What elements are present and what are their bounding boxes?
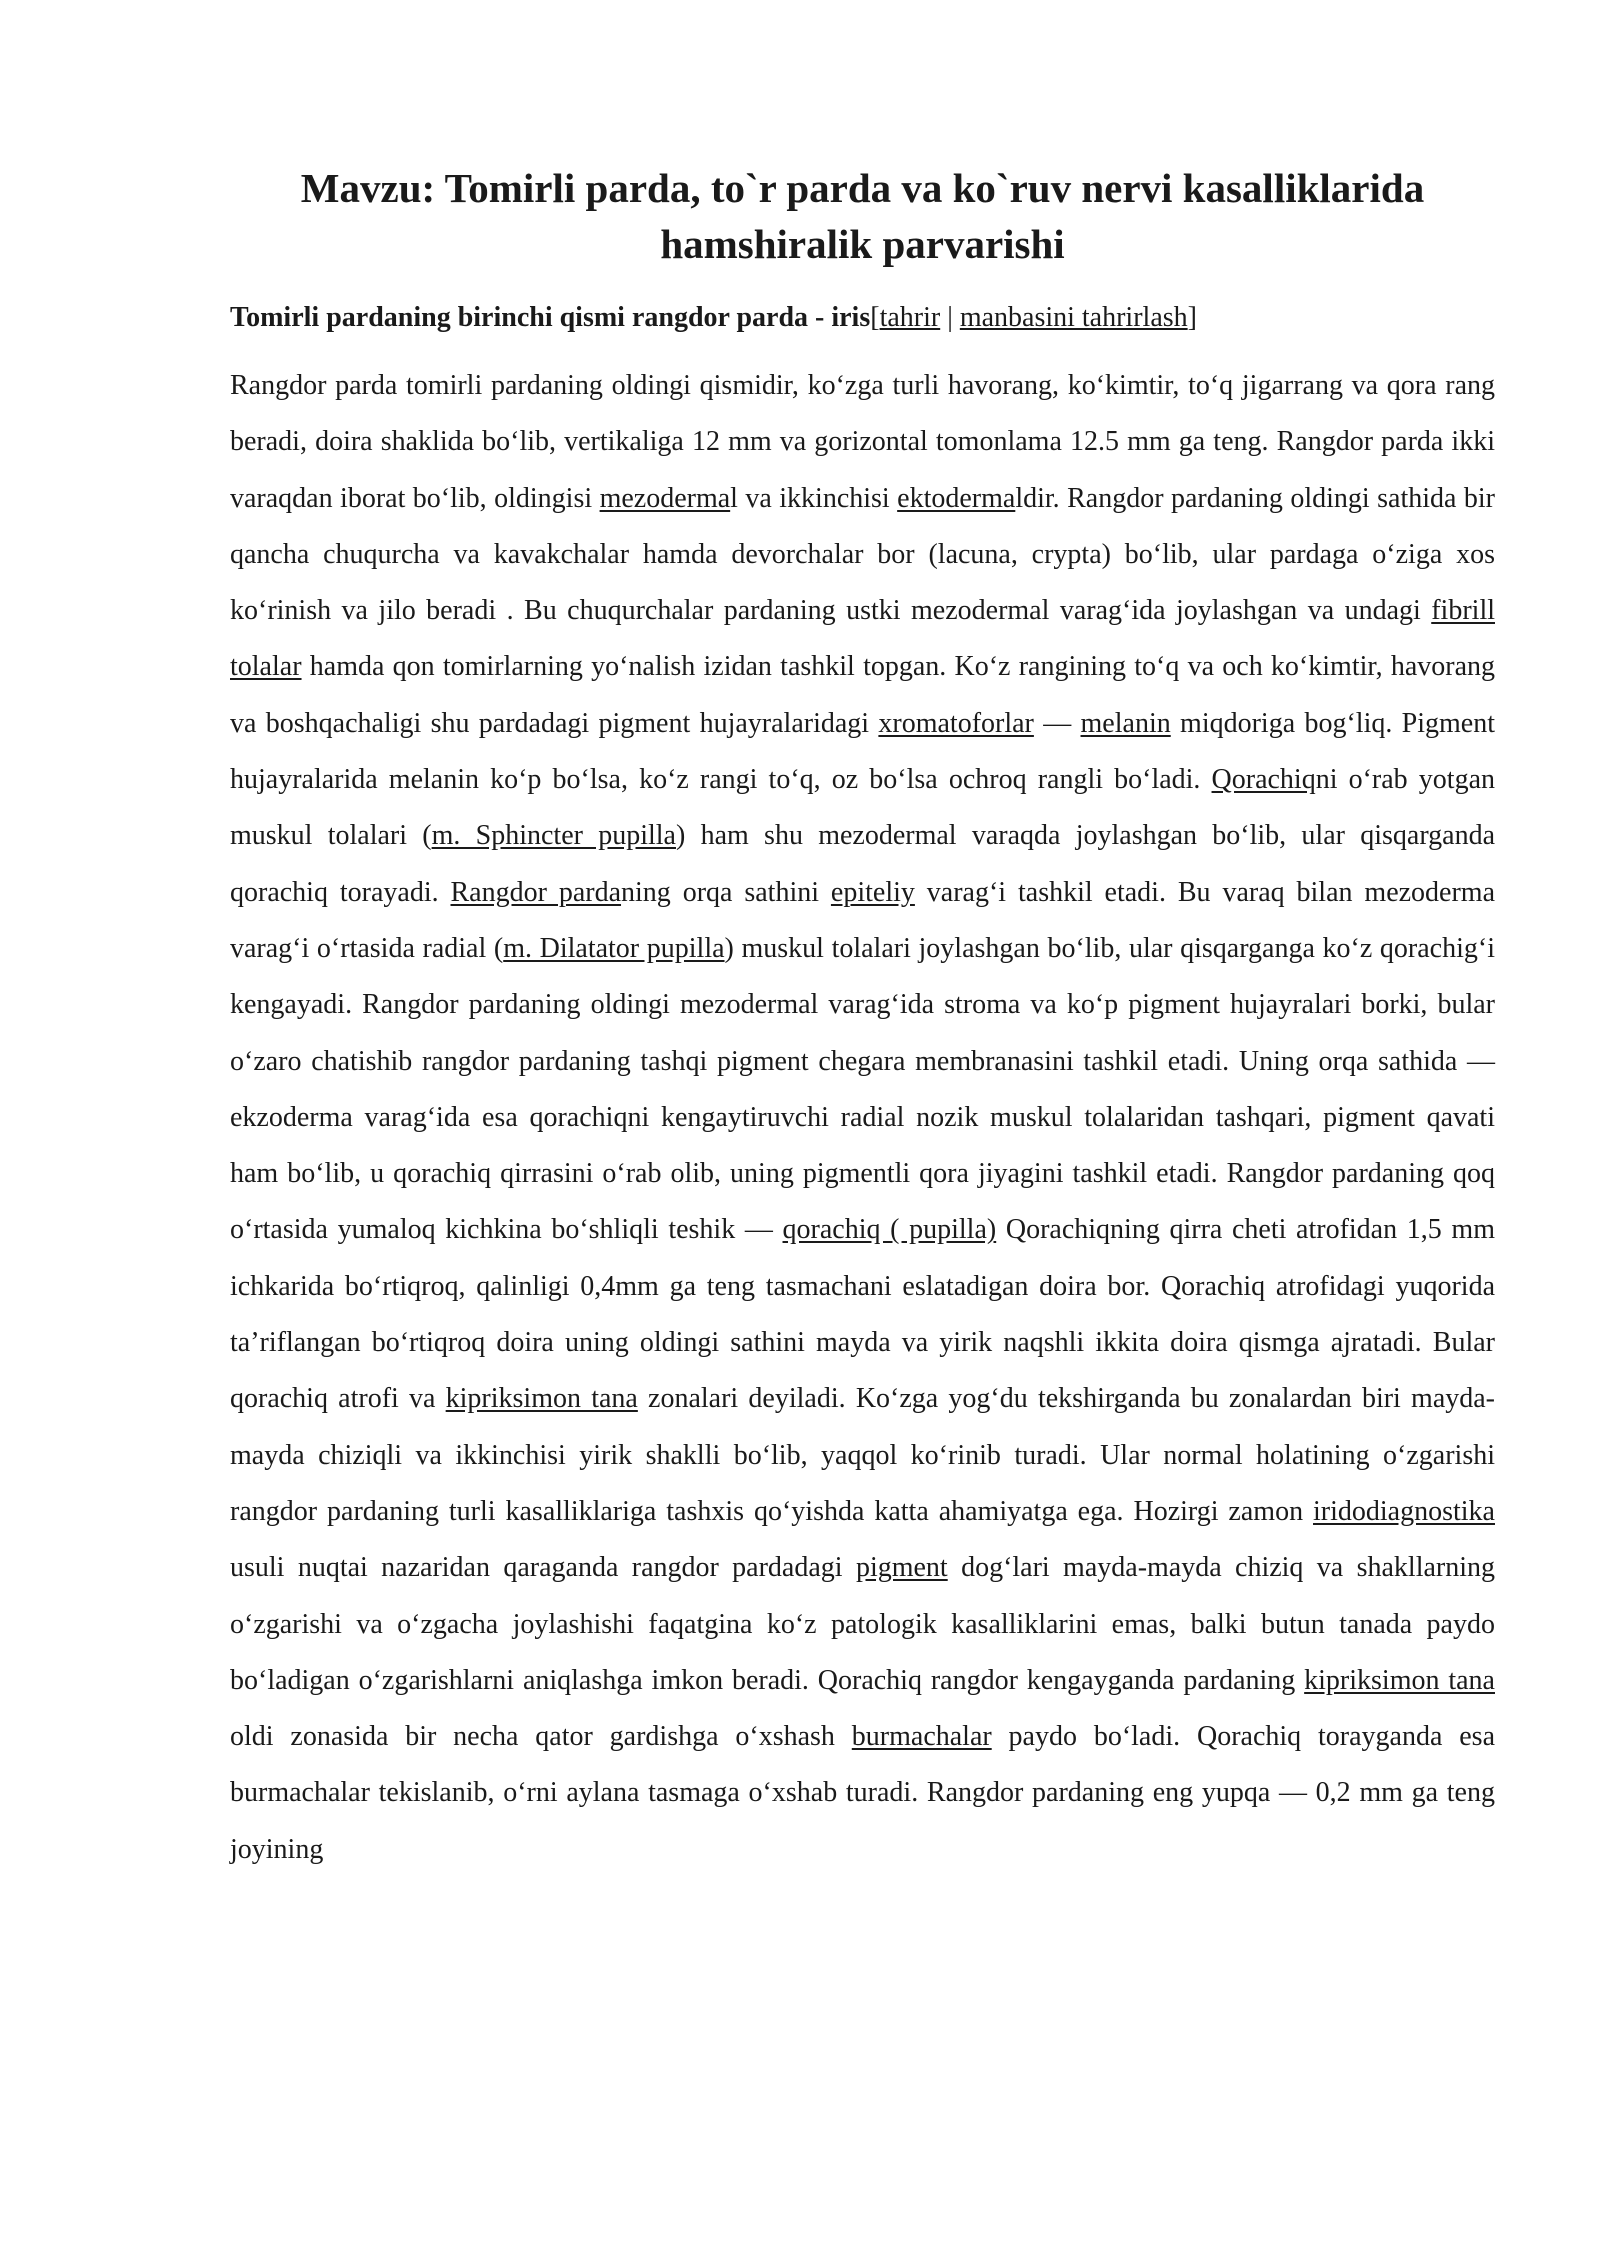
body-text: ning orqa sathini bbox=[621, 876, 831, 908]
link-iridodiagnostika[interactable]: iridodiagnostika bbox=[1313, 1495, 1495, 1527]
body-text: varagʻi tashkil etadi. Bu varaq bilan mezoderma varagʻi oʻrtasida radial ( bbox=[230, 876, 1496, 964]
link-epiteliy[interactable]: epiteliy bbox=[830, 876, 915, 908]
body-text: zonalari deyiladi. Koʻzga yogʻdu tekshirganda bu zonalardan biri mayda-mayda chiziqli va ikkinchisi yirik shaklli boʻlib, yaqqol koʻrinib turadi. Ular normal holatining oʻzgarishi rangdor pardaning turli kasalliklariga tashxis qoʻyishda katta ahamiyatga ega. Hozirgi zamon bbox=[230, 1383, 1496, 1527]
section-heading-text: Tomirli pardaning birinchi qismi rangdor parda - iris bbox=[230, 302, 871, 333]
body-text: hamda qon tomirlarning yoʻnalish izidan tashkil topgan. Koʻz rangining toʻq va och koʻkimtir, havorang va boshqachaligi shu pardadagi pigment hujayralaridagi bbox=[230, 651, 1495, 739]
link-burmachalar[interactable]: burmachalar bbox=[851, 1721, 992, 1753]
body-text: dogʻlari mayda-mayda chiziq va shakllarning oʻzgarishi va oʻzgacha joylashishi faqatgina koʻz patologik kasalliklarini emas, balki butun tanada paydo boʻladigan oʻzgarishlarni aniqlashga imkon beradi. Qorachiq rangdor kengayganda pardaning bbox=[230, 1552, 1495, 1696]
title-line-2: hamshiralik parvarishi bbox=[660, 221, 1065, 267]
link-kipriksimon-tana[interactable]: kipriksimon tana bbox=[445, 1383, 638, 1415]
link-pigment[interactable]: pigment bbox=[855, 1552, 948, 1584]
bracket-open: [ bbox=[870, 302, 880, 333]
body-text: ni oʻrab yotgan muskul tolalari ( bbox=[230, 764, 1495, 852]
edit-source-link[interactable]: manbasini tahrirlash bbox=[959, 302, 1188, 333]
body-text: paydo boʻladi. Qorachiq torayganda esa burmachalar tekislanib, oʻrni aylana tasmaga oʻxshab turadi. Rangdor pardaning eng yupqa — 0,2 mm ga teng joyining bbox=[230, 1721, 1495, 1865]
link-dilatator-pupilla[interactable]: m. Dilatator pupilla bbox=[503, 932, 725, 964]
link-xromatoforlar[interactable]: xromatoforlar bbox=[878, 707, 1034, 739]
body-text: ldir. Rangdor pardaning oldingi sathida bir qancha chuqurcha va kavakchalar hamda devorchalar bor (lacuna, crypta) boʻlib, ular pardaga oʻziga xos koʻrinish va jilo beradi . Bu chuqurchalar pardaning ustki mezodermal varagʻida joylashgan va undagi bbox=[230, 482, 1495, 627]
body-text: Qorachiqning qirra cheti atrofidan 1,5 mm ichkarida boʻrtiqroq, qalinligi 0,4mm ga teng tasmachani eslatadigan doira bor. Qorachiq atrofidagi yuqorida taʼriflangan boʻrtiqroq doira uning oldingi sathini mayda va yirik naqshli ikkita doira qismga ajratadi. Bular qorachiq atrofi va bbox=[230, 1214, 1495, 1415]
link-ektoderma[interactable]: ektoderma bbox=[897, 482, 1016, 514]
link-kipriksimon-tana-2[interactable]: kipriksimon tana bbox=[1304, 1664, 1495, 1696]
body-text: ) muskul tolalari joylashgan boʻlib, ular qisqarganga koʻz qorachigʻi kengayadi. Rangdor pardaning oldingi mezodermal varagʻida stroma va koʻp pigment hujayralari borki, bular oʻzaro chatishib rangdor pardaning tashqi pigment chegara membranasini tashkil etadi. Uning orqa sathida — ekzoderma varagʻida esa qorachiqni kengaytiruvchi radial nozik muskul tolalaridan tashqari, pigment qavati ham boʻlib, u qorachiq qirrasini oʻrab olib, uning pigmentli qora jiyagini tashkil etadi. Rangdor pardaning qoq oʻrtasida yumaloq kichkina boʻshliqli teshik — bbox=[230, 932, 1495, 1246]
link-melanin[interactable]: melanin bbox=[1080, 707, 1171, 739]
section-heading bbox=[230, 298, 1495, 338]
body-text: Rangdor parda tomirli pardaning oldingi qismidir, koʻzga turli havorang, koʻkimtir, toʻq jigarrang va qora rang beradi, doira shaklida boʻlib, vertikaliga 12 mm va gorizontal tomonlama 12.5 mm ga teng. Rangdor parda ikki varaqdan iborat boʻlib, oldingisi bbox=[230, 370, 1495, 514]
body-text: — bbox=[1033, 707, 1081, 739]
title-line-1: Mavzu: Tomirli parda, to`r parda va ko`ruv nervi kasalliklarida bbox=[300, 165, 1425, 211]
document-page bbox=[230, 160, 1495, 1878]
body-text: ) ham shu mezodermal varaqda joylashgan boʻlib, ular qisqarganda qorachiq torayadi. bbox=[230, 820, 1496, 908]
link-fibrill-tolalar[interactable]: fibrill tolalar bbox=[230, 595, 1495, 683]
link-qorachiq[interactable]: Qorachiq bbox=[1211, 764, 1316, 796]
bracket-close: ] bbox=[1187, 302, 1197, 333]
link-rangdor-parda[interactable]: Rangdor parda bbox=[450, 876, 622, 908]
separator: | bbox=[940, 302, 960, 333]
body-text: miqdoriga bogʻliq. Pigment hujayralarida melanin koʻp boʻlsa, koʻz rangi toʻq, oz boʻlsa ochroq rangli boʻladi. bbox=[230, 707, 1495, 796]
document-title bbox=[230, 160, 1495, 272]
body-text: oldi zonasida bir necha qator gardishga oʻxshash bbox=[230, 1721, 852, 1753]
body-text: usuli nuqtai nazaridan qaraganda rangdor pardadagi bbox=[230, 1552, 856, 1584]
body-paragraph bbox=[230, 358, 1495, 1878]
link-mezoderma[interactable]: mezoderma bbox=[599, 482, 731, 514]
edit-link[interactable]: tahrir bbox=[879, 302, 941, 333]
link-sphincter-pupilla[interactable]: m. Sphincter pupilla bbox=[431, 820, 676, 852]
link-qorachiq-pupilla[interactable]: qorachiq ( pupilla) bbox=[782, 1214, 997, 1246]
body-text: l va ikkinchisi bbox=[730, 482, 898, 514]
